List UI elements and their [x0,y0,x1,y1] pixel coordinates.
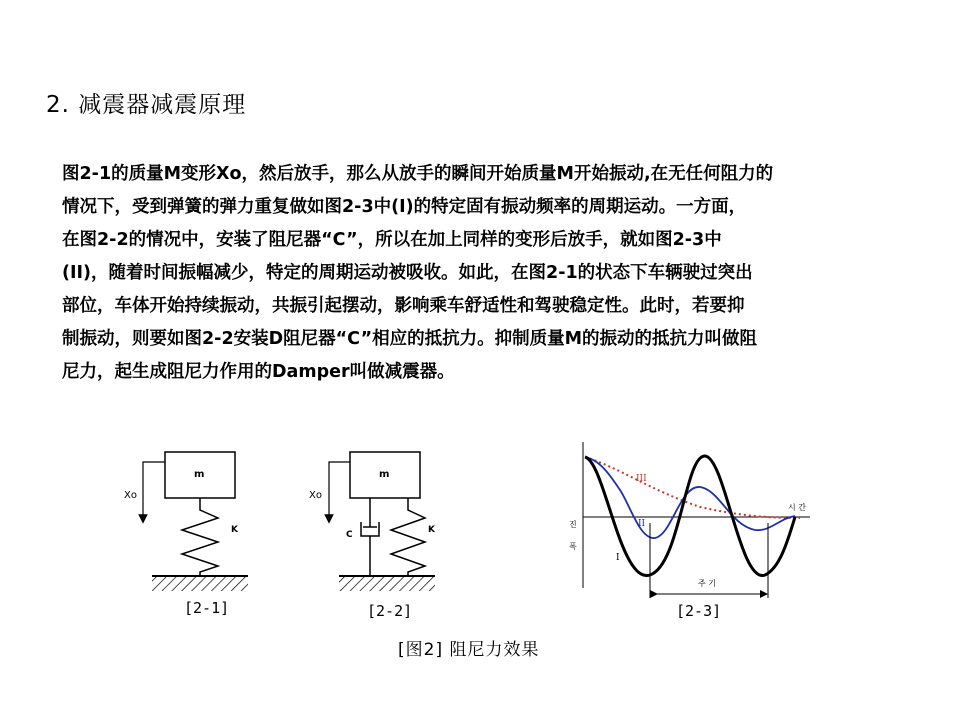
paragraph-line-2: 情况下，受到弹簧的弹力重复做如图2-3中(I)的特定固有振动频率的周期运动。一方面， [62,197,747,217]
paragraph-line-6: 制振动，则要如图2-2安装D阻尼器“C”相应的抵抗力。抑制质量M的振动的抵抗力叫做阻 [62,329,758,349]
figure-2-3-caption: [2-3] [676,602,722,620]
displacement-label: Xo [309,490,322,501]
spring [391,498,425,576]
period-label: 주 기 [698,579,716,588]
mass-label: m [194,469,205,480]
spring-label: K [231,525,238,535]
mass-label: m [379,469,390,480]
figure-2-1-caption: [2-1] [184,599,230,617]
displacement-arrow [329,462,350,519]
curve-III-label: III [636,474,647,484]
paragraph-line-7: 尼力，起生成阻尼力作用的Damper叫做减震器。 [62,362,455,382]
ground-hatch [152,577,248,591]
curve-II-label: II [638,519,646,529]
spring-label: K [428,525,435,535]
figure-caption: [图2] 阻尼力效果 [398,640,540,660]
curve-I-label: I [616,553,620,563]
spring [182,498,218,576]
damper [361,498,379,576]
paragraph-line-1: 图2-1的质量M变形Xo，然后放手，那么从放手的瞬间开始质量M开始振动,在无任何阻力的 [62,164,774,184]
figure-2-1 [124,452,248,591]
section-heading: 2. 减震器减震原理 [46,92,247,118]
amplitude-axis-label-1: 진 [569,520,577,529]
amplitude-axis-label-2: 폭 [569,542,577,551]
paragraph-line-4: (II)，随着时间振幅减少，特定的周期运动被吸收。如此，在图2-1的状态下车辆驶过突出 [62,263,753,283]
paragraph-line-3: 在图2-2的情况中，安装了阻尼器“C”，所以在加上同样的变形后放手，就如图2-3中 [62,230,722,250]
figure-2-2-caption: [2-2] [367,602,413,620]
figure-2-3 [569,442,810,598]
time-axis-label: 시 간 [788,503,806,512]
displacement-arrow [143,462,165,519]
displacement-label: Xo [124,490,137,501]
figure-2-2 [309,452,436,591]
paragraph-line-5: 部位，车体开始持续振动，共振引起摆动，影响乘车舒适性和驾驶稳定性。此时，若要抑 [62,296,745,316]
ground-hatch [339,577,435,591]
damper-label: C [346,530,353,540]
